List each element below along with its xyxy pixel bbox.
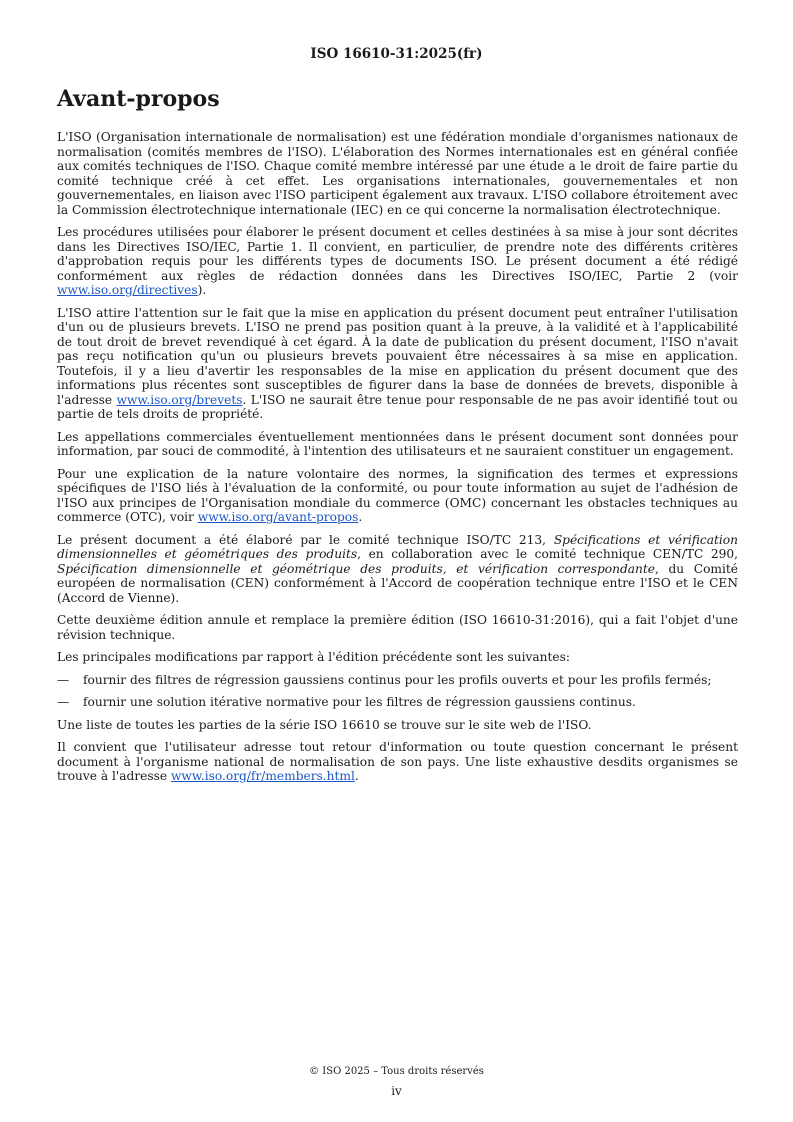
document-id-header: ISO 16610-31:2025(fr) xyxy=(310,46,483,62)
paragraph-edition: Cette deuxième édition annule et remplace la première édition (ISO 16610-31:2016), qui a fait l'objet d'une révision technique. xyxy=(57,613,738,642)
paragraph-iso-intro: L'ISO (Organisation internationale de normalisation) est une fédération mondiale d'organismes nationaux de normalisation (comités membres de l'ISO). L'élaboration des Normes internationales est en général confiée aux comités techniques de l'ISO. Chaque comité membre intéressé par une étude a le droit de faire partie du comité technique créé à cet effet. Les organisations internationales, gouvernementales et non gouvernementales, en liaison avec l'ISO participent également aux travaux. L'ISO collabore étroitement avec la Commission électrotechnique internationale (IEC) en ce qui concerne la normalisation électrotechnique. xyxy=(57,130,738,217)
paragraph-trade-names: Les appellations commerciales éventuellement mentionnées dans le présent document sont données pour information, par souci de commodité, à l'intention des utilisateurs et ne sauraient constituer un engagement. xyxy=(57,429,738,458)
members-link[interactable]: www.iso.org/fr/members.html xyxy=(170,769,355,783)
page-number: iv xyxy=(391,1084,402,1098)
foreword-link[interactable]: www.iso.org/avant-propos xyxy=(197,510,359,524)
paragraph-series-list: Une liste de toutes les parties de la série ISO 16610 se trouve sur le site web de l'ISO. xyxy=(57,717,592,732)
dash-bullet: — xyxy=(57,695,70,709)
paragraph-feedback: Il convient que l'utilisateur adresse tout retour d'information ou toute question concernant le présent document à l'organisme national de normalisation de son pays. Une liste exhaustive desdits organismes se trouve à l'adresse www.iso.org/fr/members.html. xyxy=(57,740,738,783)
paragraph-patents: L'ISO attire l'attention sur le fait que la mise en application du présent document peut entraîner l'utilisation d'un ou de plusieurs brevets. L'ISO ne prend pas position quant à la preuve, à la validité et à l'applicabilité de tout droit de brevet revendiqué à cet égard. À la date de publication du présent document, l'ISO n'avait pas reçu notification qu'un ou plusieurs brevets pouvaient être nécessaires à sa mise en application. Toutefois, il y a lieu d'avertir les responsables de la mise en application du présent document que des informations plus récentes sont susceptibles de figurer dans la base de données de brevets, disponible à l'adresse www.iso.org/brevets. L'ISO ne saurait être tenue pour responsable de ne pas avoir identifié tout ou partie de tels droits de propriété. xyxy=(57,305,739,421)
foreword-body xyxy=(57,130,738,792)
paragraph-changes-intro: Les principales modifications par rapport à l'édition précédente sont les suivantes: xyxy=(57,650,570,664)
dash-bullet: — xyxy=(57,672,70,687)
list-item: — fournir une solution itérative normative pour les filtres de régression gaussiens continus. xyxy=(57,695,636,709)
directives-link[interactable]: www.iso.org/directives xyxy=(57,283,198,297)
page-title: Avant-propos xyxy=(57,86,220,112)
paragraph-committee: Le présent document a été élaboré par le comité technique ISO/TC 213, Spécifications et vérification dimensionnelles et géométriques des produits, en collaboration avec le comité technique CEN/TC 290, Spécification dimensionnelle et géométrique des produits, et vérification correspondante, du Comité européen de normalisation (CEN) conformément à l'Accord de coopération technique entre l'ISO et le CEN (Accord de Vienne). xyxy=(57,532,739,605)
copyright-footer: © ISO 2025 – Tous droits réservés xyxy=(309,1066,484,1077)
paragraph-voluntary-nature: Pour une explication de la nature volontaire des normes, la signification des termes et expressions spécifiques de l'ISO liés à l'évaluation de la conformité, ou pour toute information au sujet de l'adhésion de l'ISO aux principes de l'Organisation mondiale du commerce (OMC) concernant les obstacles techniques au commerce (OTC), voir www.iso.org/avant-propos. xyxy=(57,466,738,524)
list-item: — fournir des filtres de régression gaussiens continus pour les profils ouverts et pour les profils fermés; xyxy=(57,672,712,687)
paragraph-procedures: Les procédures utilisées pour élaborer le présent document et celles destinées à sa mise à jour sont décrites dans les Directives ISO/IEC, Partie 1. Il convient, en particulier, de prendre note des différents critères d'approbation requis pour les différents types de documents ISO. Le présent document a été rédigé conformément aux règles de rédaction données dans les Directives ISO/IEC, Partie 2 (voir www.iso.org/directives). xyxy=(57,225,738,297)
patents-link[interactable]: www.iso.org/brevets xyxy=(116,392,243,407)
